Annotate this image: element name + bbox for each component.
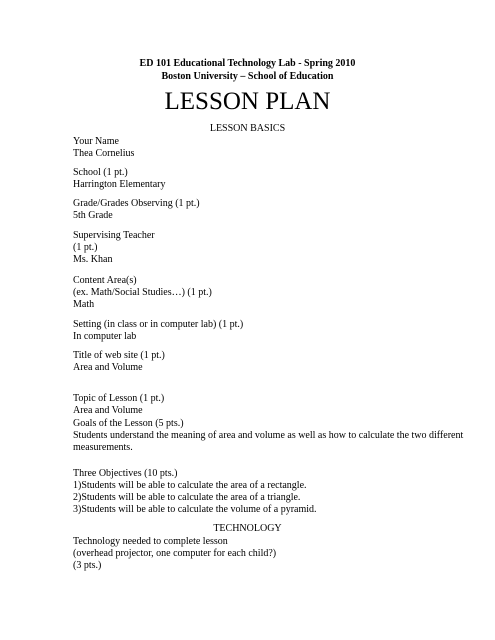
field-label: Technology needed to complete lesson	[73, 536, 228, 547]
field-supervising-teacher	[73, 230, 473, 266]
course-header: ED 101 Educational Technology Lab - Spring 2010	[139, 58, 356, 69]
field-setting	[73, 319, 473, 343]
field-hint: (overhead projector, one computer for each child?)	[73, 548, 277, 559]
objective-item: 3)Students will be able to calculate the volume of a pyramid.	[73, 504, 317, 515]
objective-item: 1)Students will be able to calculate the area of a rectangle.	[73, 480, 307, 491]
field-website-title	[73, 350, 473, 374]
field-label: Content Area(s)	[73, 275, 137, 286]
field-label: Your Name	[73, 136, 119, 147]
field-hint: (ex. Math/Social Studies…) (1 pt.)	[73, 287, 212, 298]
field-label: Title of web site (1 pt.)	[73, 350, 165, 361]
field-label: Goals of the Lesson (5 pts.)	[73, 418, 184, 429]
field-value: Math	[73, 299, 95, 310]
field-points: (3 pts.)	[73, 560, 102, 571]
field-points: (1 pt.)	[73, 242, 98, 253]
section-heading-basics: LESSON BASICS	[209, 123, 286, 134]
field-value: Ms. Khan	[73, 254, 113, 265]
field-technology-needed	[73, 536, 473, 572]
field-label: Setting (in class or in computer lab) (1 pt.)	[73, 319, 244, 330]
field-grade	[73, 198, 473, 222]
page-title: LESSON PLAN	[164, 88, 331, 115]
field-lesson-goals	[73, 418, 473, 454]
field-value: Harrington Elementary	[73, 179, 166, 190]
field-value: Thea Cornelius	[73, 148, 135, 159]
field-value: In computer lab	[73, 331, 137, 342]
field-label: Grade/Grades Observing (1 pt.)	[73, 198, 200, 209]
field-label: Topic of Lesson (1 pt.)	[73, 393, 165, 404]
field-label: Three Objectives (10 pts.)	[73, 468, 178, 479]
field-school	[73, 167, 473, 191]
section-heading-technology: TECHNOLOGY	[213, 523, 282, 534]
objective-item: 2)Students will be able to calculate the area of a triangle.	[73, 492, 301, 503]
field-lesson-topic	[73, 393, 473, 417]
field-value: Area and Volume	[73, 362, 143, 373]
field-content-area	[73, 275, 473, 311]
school-header: Boston University – School of Education	[161, 71, 334, 82]
field-value: Area and Volume	[73, 405, 143, 416]
field-objectives	[73, 468, 473, 516]
field-label: Supervising Teacher	[73, 230, 155, 241]
field-value: Students understand the meaning of area and volume as well as how to calculate the two different measurements.	[73, 430, 464, 453]
field-value: 5th Grade	[73, 210, 113, 221]
field-your-name	[73, 136, 473, 160]
field-label: School (1 pt.)	[73, 167, 128, 178]
